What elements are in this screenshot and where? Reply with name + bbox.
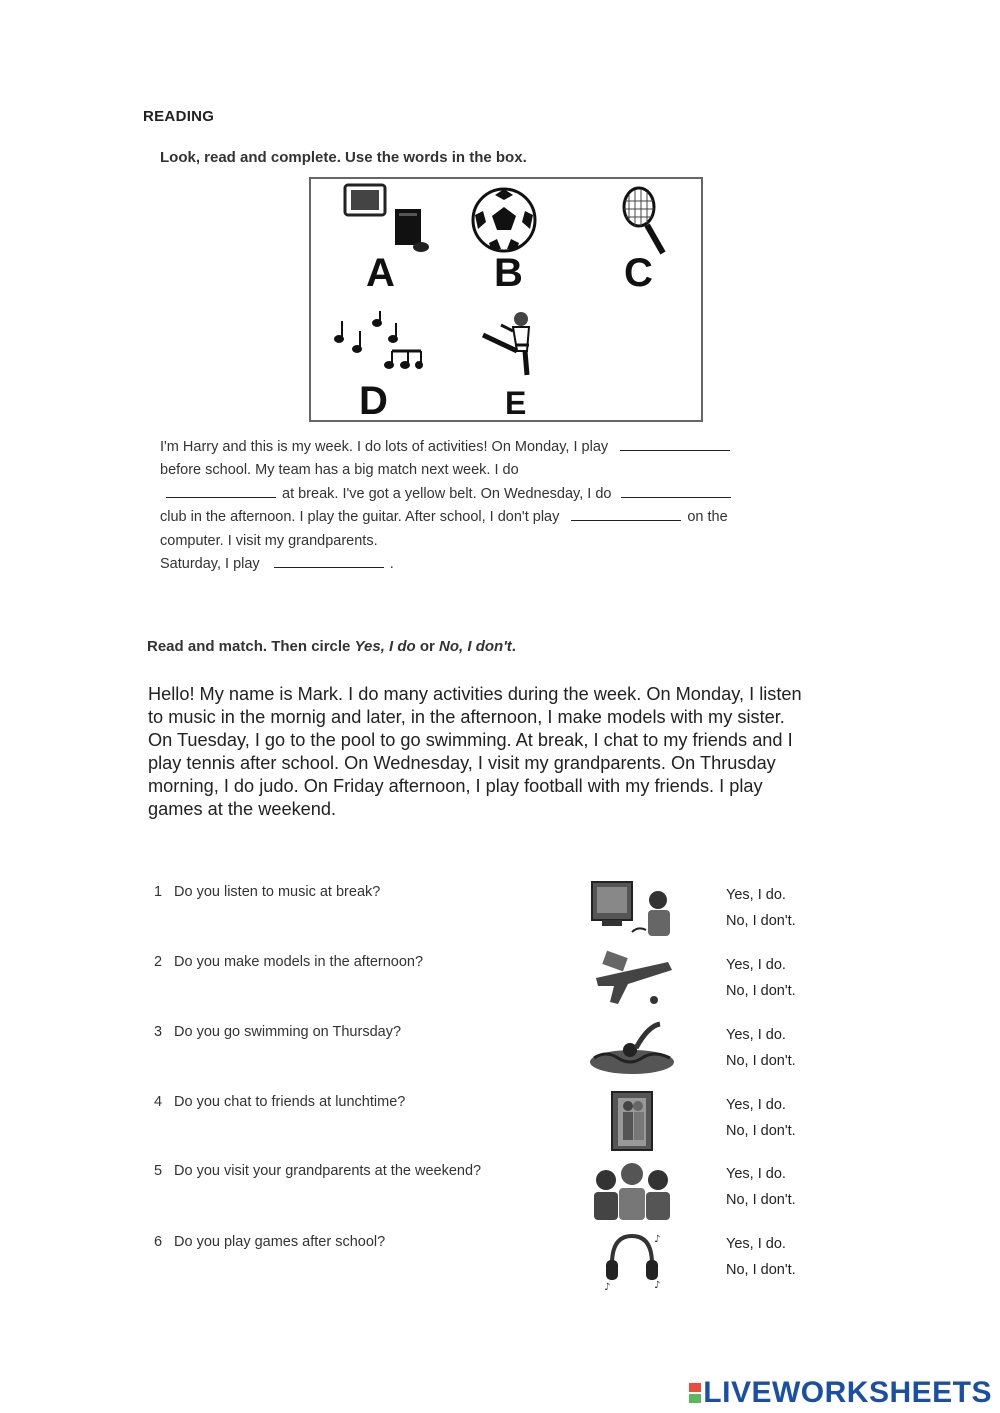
page-title: READING — [143, 108, 215, 125]
music-notes-icon — [331, 309, 423, 371]
letter-b: B — [494, 251, 523, 295]
logo-text: LIVEWORKSHEETS — [703, 1376, 992, 1409]
friends-chatting-icon — [588, 1158, 676, 1222]
question-text: Do you listen to music at break? — [174, 884, 381, 900]
fill-in-paragraph — [160, 436, 790, 576]
instruction-match — [147, 638, 516, 655]
answer-options-6 — [726, 1231, 796, 1283]
swimmer-icon — [588, 1018, 676, 1082]
question-number: 5 — [154, 1163, 163, 1179]
paragraph-line: Saturday, I play — [160, 556, 260, 573]
answer-blank-5[interactable] — [274, 553, 384, 568]
football-icon — [471, 187, 537, 253]
paragraph-line: before school. My team has a big match next week. I do — [160, 462, 519, 479]
question-number: 3 — [154, 1024, 163, 1040]
svg-text:♪: ♪ — [654, 1280, 661, 1291]
question-text: Do you play games after school? — [174, 1234, 386, 1250]
headphones-icon — [588, 1228, 676, 1292]
picture-box — [309, 177, 703, 422]
model-plane-icon — [588, 948, 676, 1012]
letter-c: C — [624, 251, 653, 295]
karate-kid-icon — [477, 311, 543, 377]
yes-option[interactable]: Yes, I do. — [726, 1097, 786, 1113]
no-option[interactable]: No, I don't. — [726, 913, 796, 929]
logo-badge-block — [689, 1383, 701, 1392]
computer-gaming-icon — [588, 878, 676, 942]
answer-options-5 — [726, 1161, 796, 1213]
question-text: Do you make models in the afternoon? — [174, 954, 424, 970]
no-option[interactable]: No, I don't. — [726, 983, 796, 999]
games-console-icon — [343, 183, 433, 255]
no-option[interactable]: No, I don't. — [726, 1262, 796, 1278]
question-3 — [154, 1024, 401, 1040]
answer-blank-1[interactable] — [620, 436, 730, 451]
instruction-or: or — [415, 638, 440, 655]
logo-badge-icon — [689, 1382, 701, 1404]
answer-blank-2[interactable] — [166, 483, 276, 498]
paragraph-line: . — [389, 556, 394, 573]
letter-a: A — [366, 251, 395, 295]
instruction-no: No, I don't — [439, 638, 512, 655]
question-4 — [154, 1094, 405, 1110]
question-2 — [154, 954, 423, 970]
reading-paragraph: Hello! My name is Mark. I do many activities during the week. On Monday, I listen to music in the mornig and later, in the afternoon, I make models with my sister. On Tuesday, I go to the pool to go swimming. At break, I chat to my friends and I play tennis after school. On Wednesday, I visit my grandparents. On Thrusday morning, I do judo. On Friday afternoon, I play football with my friends. I play games at the weekend. — [148, 684, 802, 819]
question-text: Do you go swimming on Thursday? — [174, 1024, 402, 1040]
yes-option[interactable]: Yes, I do. — [726, 1236, 786, 1252]
yes-option[interactable]: Yes, I do. — [726, 1166, 786, 1182]
answer-options-3 — [726, 1022, 796, 1074]
paragraph-line: club in the afternoon. I play the guitar. After school, I don't play — [160, 509, 560, 526]
answer-options-2 — [726, 952, 796, 1004]
no-option[interactable]: No, I don't. — [726, 1192, 796, 1208]
instruction-yes: Yes, I do — [354, 638, 416, 655]
instruction-end: . — [511, 638, 516, 655]
question-number: 4 — [154, 1094, 163, 1110]
logo-badge-block — [689, 1394, 701, 1403]
svg-text:♪: ♪ — [604, 1282, 611, 1292]
answer-options-1 — [726, 882, 796, 934]
paragraph-line: at break. I've got a yellow belt. On Wednesday, I do — [282, 485, 612, 502]
answer-options-4 — [726, 1092, 796, 1144]
yes-option[interactable]: Yes, I do. — [726, 887, 786, 903]
question-number: 1 — [154, 884, 163, 900]
instruction-text: Read and match. Then circle — [147, 638, 355, 655]
answer-blank-4[interactable] — [571, 506, 681, 521]
question-1 — [154, 884, 380, 900]
tennis-racket-icon — [619, 185, 669, 257]
no-option[interactable]: No, I don't. — [726, 1053, 796, 1069]
answer-blank-3[interactable] — [621, 483, 731, 498]
instruction-complete: Look, read and complete. Use the words in the box. — [160, 149, 527, 166]
paragraph-line: computer. I visit my grandparents. — [160, 532, 378, 549]
visit-door-icon — [588, 1088, 676, 1152]
question-text: Do you chat to friends at lunchtime? — [174, 1094, 406, 1110]
question-number: 6 — [154, 1234, 163, 1250]
letter-e: E — [505, 385, 527, 421]
liveworksheets-logo — [689, 1376, 992, 1410]
paragraph-line: I'm Harry and this is my week. I do lots of activities! On Monday, I play — [160, 439, 609, 455]
no-option[interactable]: No, I don't. — [726, 1123, 796, 1139]
yes-option[interactable]: Yes, I do. — [726, 1027, 786, 1043]
paragraph-line: on the — [687, 509, 728, 526]
svg-text:♪: ♪ — [654, 1234, 661, 1245]
question-text: Do you visit your grandparents at the weekend? — [174, 1163, 482, 1179]
question-5 — [154, 1163, 481, 1179]
question-6 — [154, 1234, 385, 1250]
yes-option[interactable]: Yes, I do. — [726, 957, 786, 973]
question-number: 2 — [154, 954, 163, 970]
letter-d: D — [359, 379, 388, 423]
